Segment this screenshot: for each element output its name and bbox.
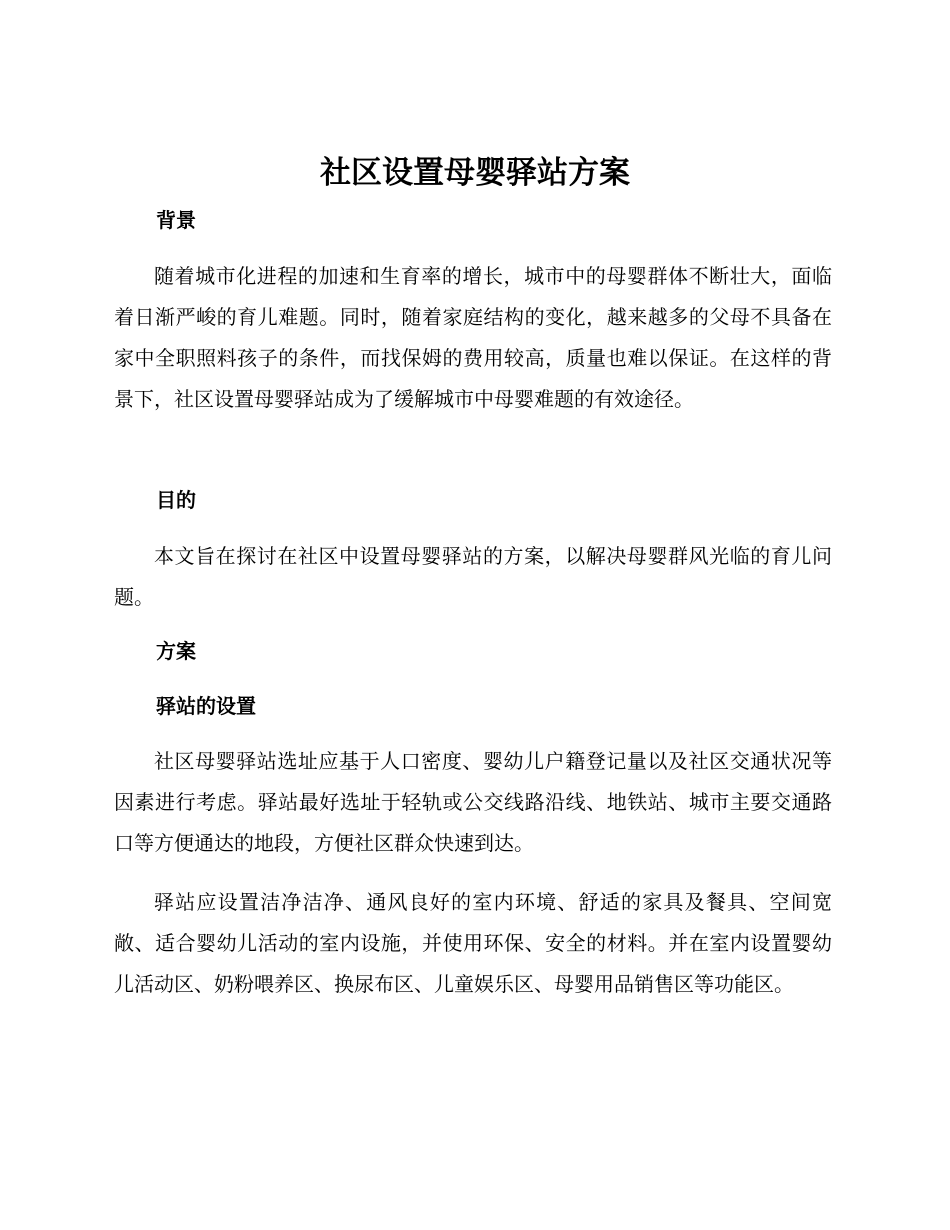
station-location-paragraph: 社区母婴驿站选址应基于人口密度、婴幼儿户籍登记量以及社区交通状况等因素进行考虑。驿站最好选址于轻轨或公交线路沿线、地铁站、城市主要交通路口等方便通达的地段，方便社区群众快速到达。 (114, 749, 832, 855)
background-paragraph: 随着城市化进程的加速和生育率的增长，城市中的母婴群体不断壮大，面临着日渐严峻的育儿难题。同时，随着家庭结构的变化，越来越多的父母不具备在家中全职照料孩子的条件，而找保姆的费用较高，质量也难以保证。在这样的背景下，社区设置母婴驿站成为了缓解城市中母婴难题的有效途径。 (114, 264, 832, 411)
purpose-paragraph: 本文旨在探讨在社区中设置母婴驿站的方案，以解决母婴群风光临的育儿问题。 (114, 544, 832, 609)
section-heading-plan: 方案 (156, 639, 196, 663)
station-facilities-paragraph: 驿站应设置洁净洁净、通风良好的室内环境、舒适的家具及餐具、空间宽敞、适合婴幼儿活动的室内设施，并使用环保、安全的材料。并在室内设置婴幼儿活动区、奶粉喂养区、换尿布区、儿童娱乐区、母婴用品销售区等功能区。 (114, 890, 832, 996)
section-heading-purpose: 目的 (156, 488, 196, 512)
section-heading-background: 背景 (156, 208, 196, 232)
section-heading-station-setup: 驿站的设置 (156, 694, 256, 718)
document-title: 社区设置母婴驿站方案 (320, 155, 630, 191)
